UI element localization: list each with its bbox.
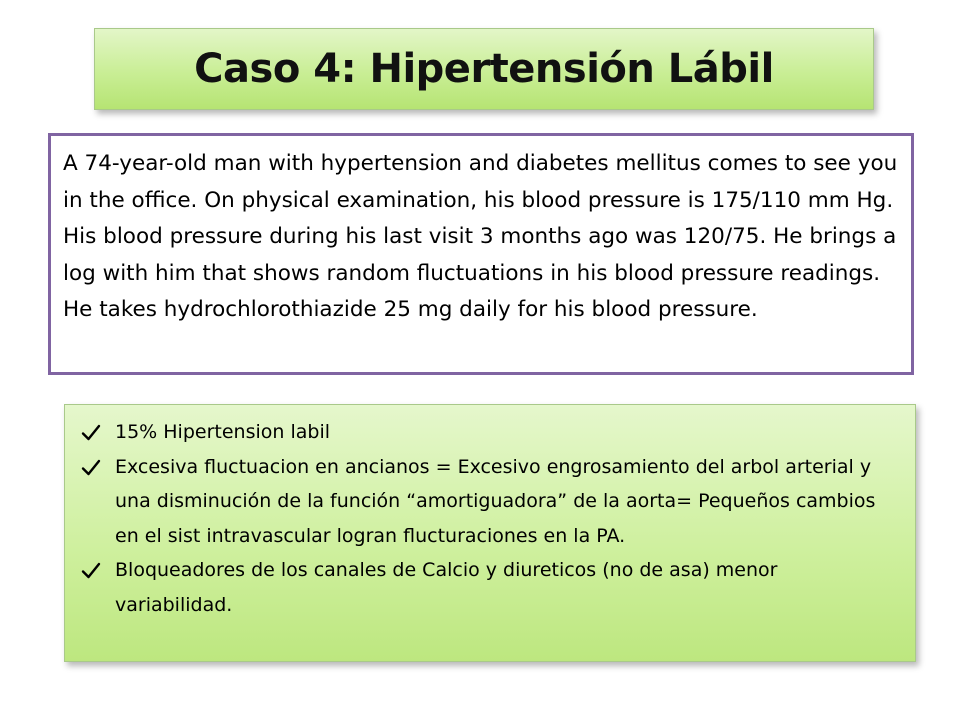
title-box (94, 28, 874, 110)
check-icon (81, 562, 101, 579)
bullet-text: Bloqueadores de los canales de Calcio y diureticos (no de asa) menor variabilidad. (115, 559, 778, 616)
bullet-item-1 (79, 415, 897, 450)
slide-title: Caso 4: Hipertensión Lábil (194, 46, 774, 92)
bullet-item-2 (79, 450, 897, 554)
check-icon (81, 459, 101, 476)
check-icon (81, 424, 101, 441)
bullet-text: Excesiva fluctuacion en ancianos = Excesivo engrosamiento del arbol arterial y una disminución de la función “amortiguadora” de la aorta= Pequeños cambios en el sist intravascular logran flucturaciones en la PA. (115, 455, 876, 547)
case-description-box (48, 133, 914, 375)
key-points-box (64, 404, 916, 662)
bullet-item-3 (79, 553, 897, 622)
key-points-list (79, 415, 897, 622)
case-description-text: A 74-year-old man with hypertension and diabetes mellitus comes to see you in the office. On physical examination, his blood pressure is 175/110 mm Hg. His blood pressure during his last visit 3 months ago was 120/75. He brings a log with him that shows random fluctuations in his blood pressure readings. He takes hydrochlorothiazide 25 mg daily for his blood pressure. (63, 151, 898, 322)
bullet-text: 15% Hipertension labil (115, 421, 331, 443)
